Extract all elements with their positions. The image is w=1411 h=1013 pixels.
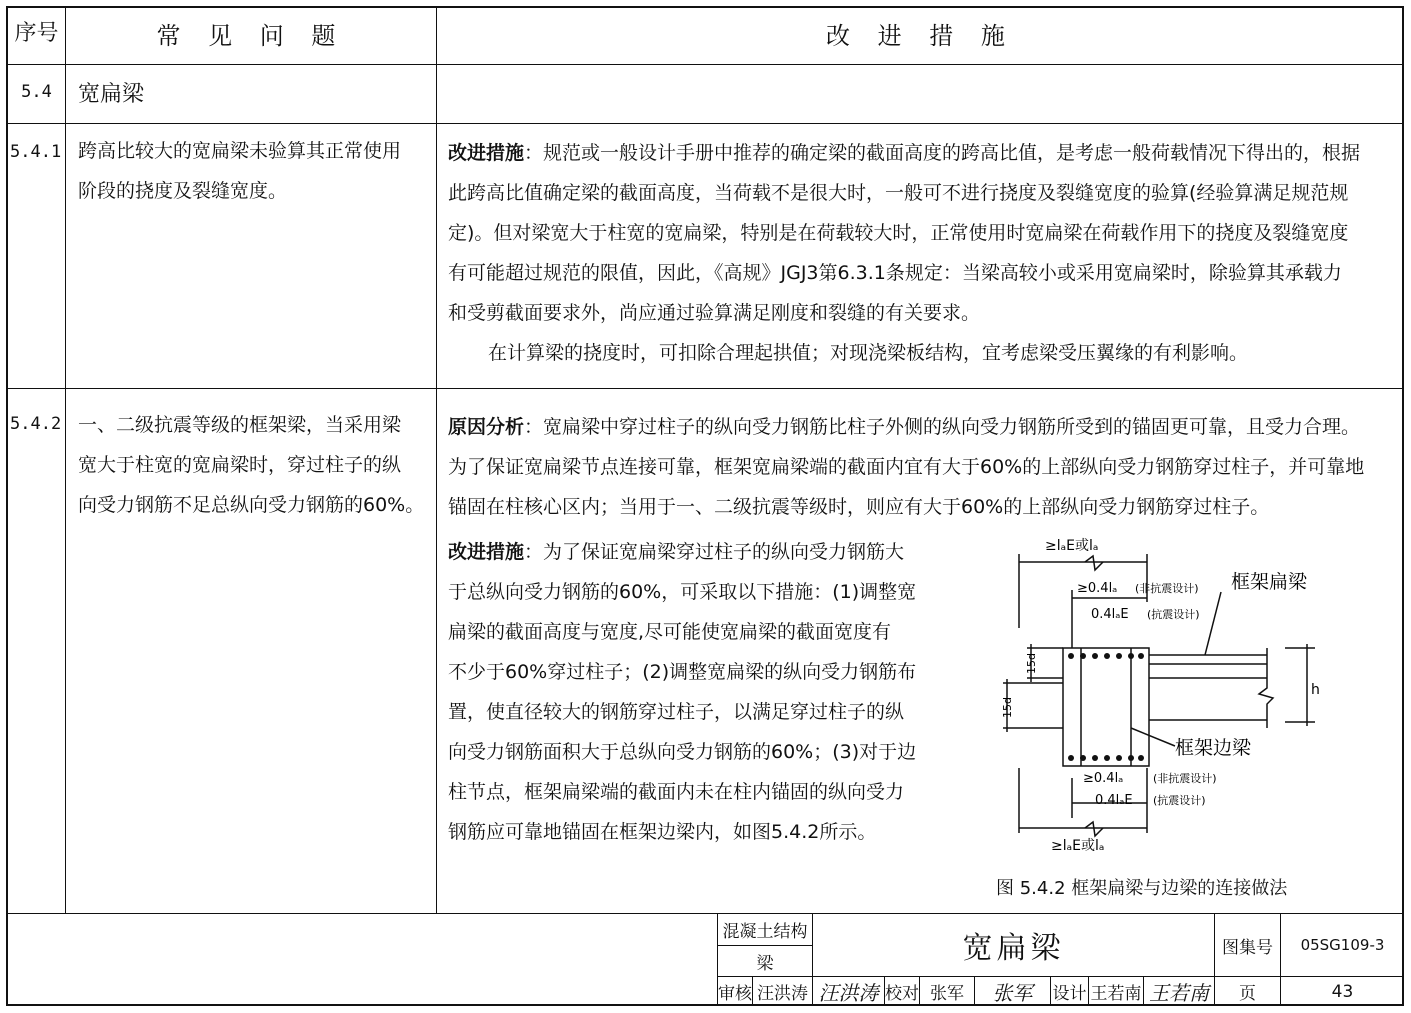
- measure-line: 不少于60%穿过柱子；(2)调整宽扁梁的纵向受力钢筋布: [448, 661, 917, 683]
- designer-signature: 王若南: [1149, 981, 1209, 1005]
- measure-line-text: ：为了保证宽扁梁穿过柱子的纵向受力钢筋大: [524, 541, 905, 563]
- measure-text: [448, 532, 928, 852]
- category-line2: 梁: [756, 953, 774, 974]
- check-label: 校对: [885, 984, 919, 1004]
- page-label: 页: [1239, 984, 1256, 1004]
- page-number: 43: [1331, 981, 1354, 1002]
- section-number: 5.4: [21, 82, 52, 102]
- problem-text: [78, 131, 433, 211]
- problem-line: 一、二级抗震等级的框架梁，当采用梁: [78, 414, 402, 436]
- flat-beam-label: 框架扁梁: [1231, 571, 1308, 593]
- header-divider: [6, 64, 1404, 65]
- top-04la-note: (非抗震设计): [1135, 582, 1199, 595]
- header-col-problem: 常 见 问 题: [156, 22, 346, 50]
- item-number: 5.4.1: [10, 142, 62, 162]
- measure-text: [448, 133, 1398, 373]
- category-line1: 混凝土结构: [722, 922, 808, 942]
- measure-line: [448, 532, 928, 572]
- item-number: 5.4.2: [10, 414, 62, 434]
- analysis-line: 为了保证宽扁梁节点连接可靠，框架宽扁梁端的截面内宜有大于60%的上部纵向受力钢筋穿过柱子，并可靠地: [448, 456, 1365, 478]
- design-label: 设计: [1052, 984, 1087, 1004]
- analysis-line: 锚固在柱核心区内；当用于一、二级抗震等级时，则应有大于60%的上部纵向受力钢筋穿过柱子。: [448, 496, 1270, 518]
- dim-15d-top: 15d: [1025, 653, 1038, 674]
- header-col-measure: 改 进 措 施: [826, 22, 1015, 50]
- top-04lae: 0.4lₐE: [1091, 607, 1129, 622]
- analysis-text: [448, 407, 1398, 527]
- measure-line-text: ：规范或一般设计手册中推荐的确定梁的截面高度的跨高比值，是考虑一般荷载情况下得出的，根据: [524, 142, 1361, 164]
- bot-04lae-note: (抗震设计): [1153, 794, 1206, 807]
- reviewer-name: 汪洪涛: [757, 984, 808, 1004]
- measure-line: 有可能超过规范的限值，因此，《高规》JGJ3第6.3.1条规定：当梁高较小或采用宽扁梁时，除验算其承载力: [448, 262, 1342, 284]
- measure-line: [448, 133, 1398, 173]
- measure-line: 钢筋应可靠地锚固在框架边梁内，如图5.4.2所示。: [448, 821, 877, 843]
- drawing-title: 宽扁梁: [962, 931, 1065, 966]
- col-divider-2: [436, 6, 437, 913]
- checker-signature: 张军: [992, 981, 1033, 1005]
- measure-line: 此跨高比值确定梁的截面高度，当荷载不是很大时，一般可不进行挠度及裂缝宽度的验算(经验算满足规范规: [448, 182, 1349, 204]
- measure-line: 向受力钢筋面积大于总纵向受力钢筋的60%；(3)对于边: [448, 741, 917, 763]
- atlas-label: 图集号: [1222, 937, 1273, 958]
- col-divider-1: [65, 6, 66, 913]
- header-col-no: 序号: [14, 21, 59, 46]
- atlas-number: 05SG109-3: [1300, 936, 1385, 954]
- bottom-anchor-dim: ≥lₐE或lₐ: [1051, 838, 1105, 854]
- bot-04lae: 0.4lₐE: [1095, 793, 1133, 808]
- top-04la: ≥0.4lₐ: [1077, 581, 1118, 596]
- measure-line: 柱节点，框架扁梁端的截面内未在柱内锚固的纵向受力: [448, 781, 905, 803]
- problem-line: 阶段的挠度及裂缝宽度。: [78, 180, 288, 202]
- beam-connection-figure: [985, 528, 1385, 868]
- problem-line: 向受力钢筋不足总纵向受力钢筋的60%。: [78, 494, 425, 516]
- review-label: 审核: [718, 984, 752, 1004]
- edge-beam-label: 框架边梁: [1175, 737, 1252, 759]
- bot-04la: ≥0.4lₐ: [1083, 771, 1124, 786]
- measure-line: 置，使直径较大的钢筋穿过柱子，以满足穿过柱子的纵: [448, 701, 905, 723]
- top-04lae-note: (抗震设计): [1147, 608, 1200, 621]
- problem-line: 跨高比较大的宽扁梁未验算其正常使用: [78, 140, 402, 162]
- bot-04la-note: (非抗震设计): [1153, 772, 1217, 785]
- figure-caption: 图 5.4.2 框架扁梁与边梁的连接做法: [996, 878, 1288, 899]
- measure-extra: 在计算梁的挠度时，可扣除合理起拱值；对现浇梁板结构，宜考虑梁受压翼缘的有利影响。: [488, 342, 1249, 364]
- problem-text: [78, 405, 433, 525]
- problem-line: 宽大于柱宽的宽扁梁时，穿过柱子的纵: [78, 454, 402, 476]
- measure-label: 改进措施: [448, 541, 525, 563]
- reviewer-signature: 汪洪涛: [818, 981, 879, 1005]
- section-divider: [6, 123, 1404, 124]
- section-title: 宽扁梁: [78, 82, 145, 107]
- measure-line: 扁梁的截面高度与宽度,尽可能使宽扁梁的截面宽度有: [448, 621, 892, 643]
- measure-line: 定)。但对梁宽大于柱宽的宽扁梁，特别是在荷载较大时，正常使用时宽扁梁在荷载作用下的挠度及裂缝宽度: [448, 222, 1349, 244]
- measure-line: 和受剪截面要求外，尚应通过验算满足刚度和裂缝的有关要求。: [448, 302, 981, 324]
- top-anchor-dim: ≥lₐE或lₐ: [1045, 538, 1099, 554]
- analysis-line-text: ：宽扁梁中穿过柱子的纵向受力钢筋比柱子外侧的纵向受力钢筋所受到的锚固更可靠，且受力合理。: [524, 416, 1361, 438]
- designer-name: 王若南: [1090, 984, 1142, 1004]
- analysis-label: 原因分析: [448, 416, 525, 438]
- checker-name: 张军: [930, 984, 964, 1004]
- measure-line: 于总纵向受力钢筋的60%，可采取以下措施：(1)调整宽: [448, 581, 917, 603]
- measure-label: 改进措施: [448, 142, 525, 164]
- analysis-line: [448, 407, 1398, 447]
- dim-15d-side: 15d: [1001, 697, 1014, 718]
- item1-divider: [6, 388, 1404, 389]
- dim-h: h: [1311, 682, 1320, 698]
